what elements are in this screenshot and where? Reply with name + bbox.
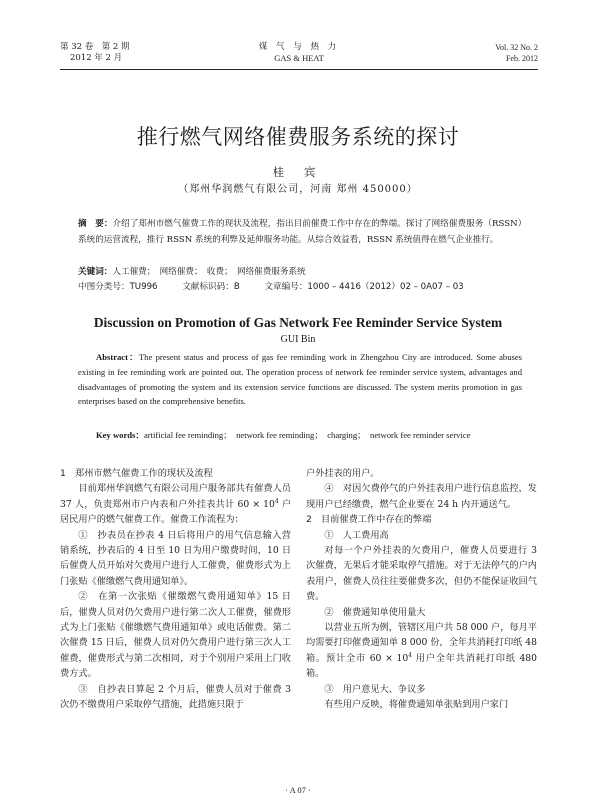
affiliation-cn: （郑州华润燃气有限公司，河南 郑州 450000） xyxy=(178,184,418,195)
clc-number: 中图分类号：TU996 xyxy=(78,282,158,292)
date-line-en: Feb. 2012 xyxy=(506,54,538,63)
keywords-en-label: Key words： xyxy=(96,430,144,440)
keywords-cn-label: 关键词： xyxy=(78,267,113,277)
paper-title-en: Discussion on Promotion of Gas Network Fee Reminder Service System xyxy=(93,315,503,330)
paragraph-text: 目前郑州华润燃气有限公司用户服务部共有催费人员 37 人，负责郑州市户内表和户外挂表共计 60 × 10 xyxy=(60,483,291,510)
volume-line: 第 32 卷 第 2 期 xyxy=(60,42,130,52)
author-en: GUI Bin xyxy=(280,334,316,345)
keywords-en-text: artificial fee reminding； network fee reminding； charging； network fee reminder service xyxy=(143,430,471,440)
date-line: 2012 年 2 月 xyxy=(70,53,123,63)
abstract-cn-label: 摘 要： xyxy=(78,219,113,229)
body-paragraph: ③ 自抄表日算起 2 个月后，催费人员对于催费 3 次仍不缴费用户采取停气措施，此措施只限于 xyxy=(60,683,291,711)
body-paragraph: 对每一个户外挂表的欠费用户，催费人员要进行 3 次催费，无果后才能采取停气措施。对于无法停气的户内表用户，催费人员往往要催费多次，但仍不能保证收回气费。 xyxy=(306,545,537,603)
body-paragraph xyxy=(306,620,537,682)
body-column-right xyxy=(306,466,537,713)
subheading: ① 人工费用高 xyxy=(324,529,389,541)
volume-line-en: Vol. 32 No. 2 xyxy=(495,43,538,52)
abstract-en-label: Abstract： xyxy=(96,352,139,362)
header-rule xyxy=(60,69,538,70)
superscript: 4 xyxy=(274,497,279,505)
classification-line xyxy=(78,280,522,295)
paragraph-text-tail: 用户全年共消耗打印纸 480 箱。 xyxy=(306,652,537,680)
body-paragraph: 有些用户反映，将催费通知单张贴到用户家门 xyxy=(324,699,509,711)
section-1-heading: 1 郑州市燃气催费工作的现状及流程 xyxy=(60,468,213,479)
abstract-en xyxy=(78,350,522,409)
superscript: 4 xyxy=(408,651,413,659)
author-cn: 桂 宾 xyxy=(272,165,324,179)
abstract-cn-text: 介绍了郑州市燃气催费工作的现状及流程，指出目前催费工作中存在的弊端。探讨了网络催费服务（RSSN）系统的运营流程，推行 RSSN 系统的利弊及延伸服务功能。从综合效益看，RSSN 系统值得在燃气企业推行。 xyxy=(78,219,522,245)
paper-title-cn: 推行燃气网络催费服务系统的探讨 xyxy=(136,125,460,149)
journal-name-en: GAS & HEAT xyxy=(274,53,324,63)
document-code: 文献标识码：B xyxy=(182,282,240,292)
paragraph-text-tail: 户居民用户的燃气催费工作。催费工作流程为： xyxy=(60,498,292,526)
paragraph-text: 以营业五所为例，管辖区用户共 58 000 户，每月平均需要打印催费通知单 8 000 份，全年共消耗打印纸 48 箱。预计全市 60 × 10 xyxy=(306,622,537,664)
body-paragraph: ② 在第一次张贴《催缴燃气费用通知单》15 日后，催费人员对仍欠费用户进行第二次人工催费，催费形式为上门张贴《催缴燃气费用通知单》或电话催费。第二次催费 15 日后，催费人员对仍欠费用户进行第三次人工催费，催费形式与第二次相同，对于个别用户采用上门收费方式。 xyxy=(60,591,291,680)
body-paragraph: ④ 对因欠费停气的户外挂表用户进行信息监控，发现用户已经缴费，燃气企业要在 24 h 内开通送气。 xyxy=(306,483,537,510)
keywords-cn-text: 人工催费； 网络催费； 收费； 网络催费服务系统 xyxy=(112,267,306,277)
volume-issue-en xyxy=(495,42,538,64)
subheading: ② 催费通知单使用量大 xyxy=(324,606,426,618)
body-paragraph: ① 抄表员在抄表 4 日后将用户的用气信息输入营销系统，抄表后的 4 日至 10 日为用户缴费时间，10 日后催费人员开始对欠费用户进行人工催费，催费形式为上门张贴《催缴燃气费用通知单》。 xyxy=(60,529,291,587)
section-2-heading: 2 目前催费工作中存在的弊端 xyxy=(306,514,432,526)
keywords-cn xyxy=(78,265,522,280)
journal-name-cn: 煤 气 与 热 力 xyxy=(258,42,340,52)
body-paragraph xyxy=(60,481,291,527)
subheading: ③ 用户意见大、争议多 xyxy=(324,683,426,695)
keywords-en xyxy=(78,428,522,443)
body-column-left xyxy=(60,466,291,713)
abstract-en-text: The present status and process of gas fee reminding work in Zhengzhou City are introduced. Some abuses existing in fee reminding work are pointed out. The operation process of network fee reminder service system, advantages and disadvantages of promoting the system and its extension service functions are discussed. The system merits promotion in gas enterprises based on the comprehensive benefits. xyxy=(78,352,522,407)
running-header xyxy=(60,42,538,66)
journal-name xyxy=(60,42,538,64)
article-number: 文章编号：1000 – 4416（2012）02 – 0A07 – 03 xyxy=(264,282,464,292)
body-paragraph: 户外挂表的用户。 xyxy=(306,468,380,479)
page-number: · A 07 · xyxy=(285,785,311,795)
abstract-cn xyxy=(78,217,522,248)
